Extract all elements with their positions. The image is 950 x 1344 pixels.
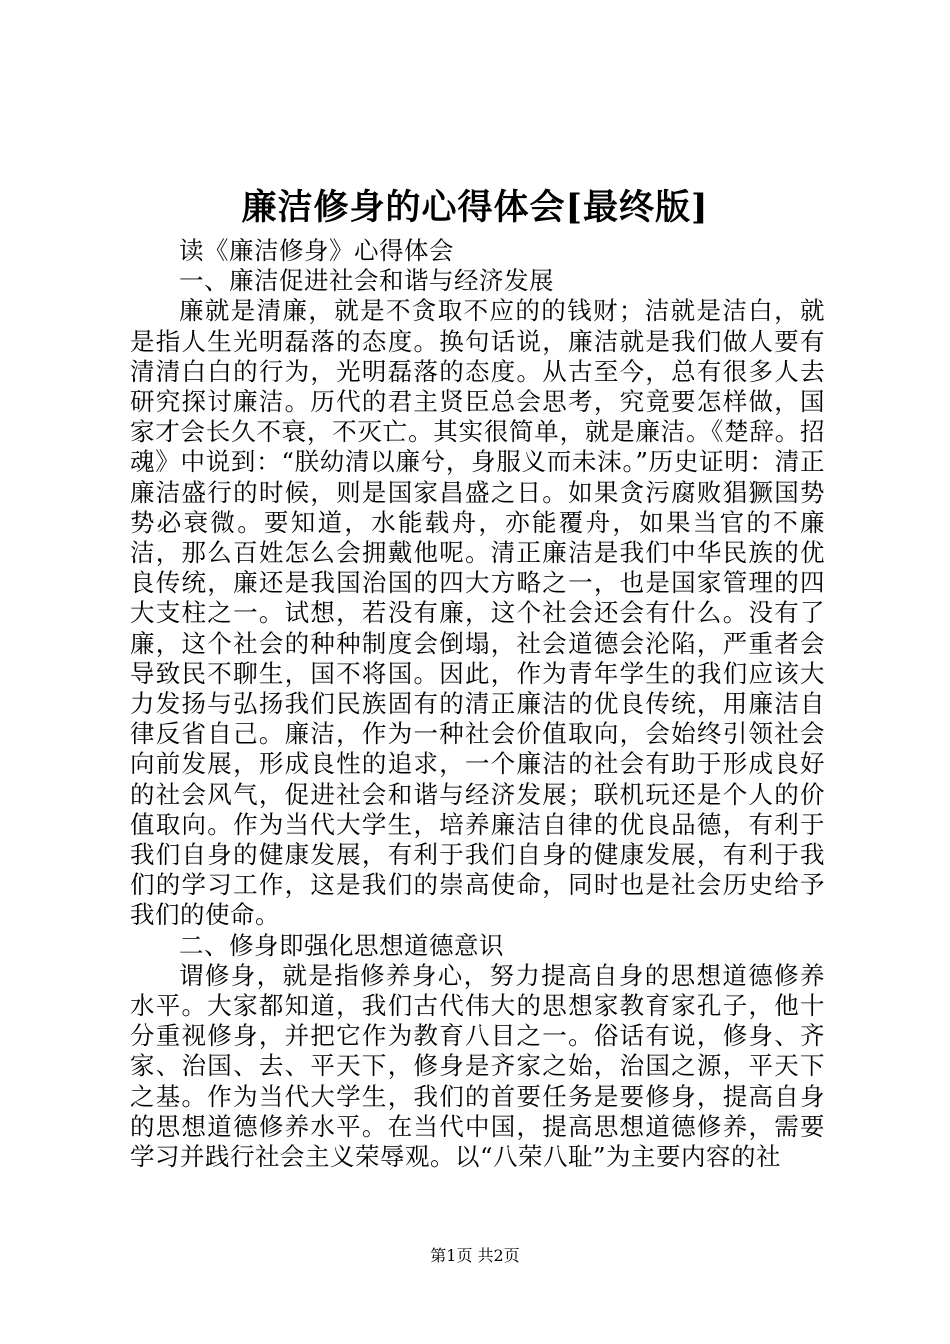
document-body <box>130 236 825 1172</box>
body-paragraph-1: 廉就是清廉，就是不贪取不应的的钱财；洁就是洁白，就是指人生光明磊落的态度。换句话说，廉洁就是我们做人要有清清白白的行为，光明磊落的态度。从古至今，总有很多人去研究探讨廉洁。历代的君主贤臣总会思考，究竟要怎样做，国家才会长久不衰，不灭亡。其实很简单，就是廉洁。《楚辞。招魂》中说到：“朕幼清以廉兮，身服义而未沫。”历史证明：清正廉洁盛行的时候，则是国家昌盛之日。如果贪污腐败猖獗国势势必衰微。要知道，水能载舟，亦能覆舟，如果当官的不廉洁，那么百姓怎么会拥戴他呢。清正廉洁是我们中华民族的优良传统，廉还是我国治国的四大方略之一，也是国家管理的四大支柱之一。试想，若没有廉，这个社会还会有什么。没有了廉，这个社会的种种制度会倒塌，社会道德会沦陷，严重者会导致民不聊生，国不将国。因此，作为青年学生的我们应该大力发扬与弘扬我们民族固有的清正廉洁的优良传统，用廉洁自律反省自己。廉洁，作为一种社会价值取向，会始终引领社会向前发展，形成良性的追求，一个廉洁的社会有助于形成良好的社会风气，促进社会和谐与经济发展；联机玩还是个人的价值取向。作为当代大学生，培养廉洁自律的优良品德，有利于我们自身的健康发展，有利于我们自身的健康发展，有利于我们的学习工作，这是我们的崇高使命，同时也是社会历史给予我们的使命。 <box>130 296 825 930</box>
section-heading-2: 二、修身即强化思想道德意识 <box>179 930 504 960</box>
document-title: 廉洁修身的心得体会[最终版] <box>241 187 709 228</box>
section-heading-1: 一、廉洁促进社会和谐与经济发展 <box>179 266 554 296</box>
body-paragraph-2: 谓修身，就是指修养身心，努力提高自身的思想道德修养水平。大家都知道，我们古代伟大的思想家教育家孔子，他十分重视修身，并把它作为教育八目之一。俗话有说，修身、齐家、治国、去、平天下，修身是齐家之始，治国之源，平天下之基。作为当代大学生，我们的首要任务是要修身，提高自身的思想道德修养水平。在当代中国，提高思想道德修养，需要学习并践行社会主义荣辱观。以“八荣八耻”为主要内容的社 <box>130 960 825 1172</box>
subtitle-line: 读《廉洁修身》心得体会 <box>179 236 454 265</box>
page-footer: 第1页 共2页 <box>430 1246 520 1265</box>
